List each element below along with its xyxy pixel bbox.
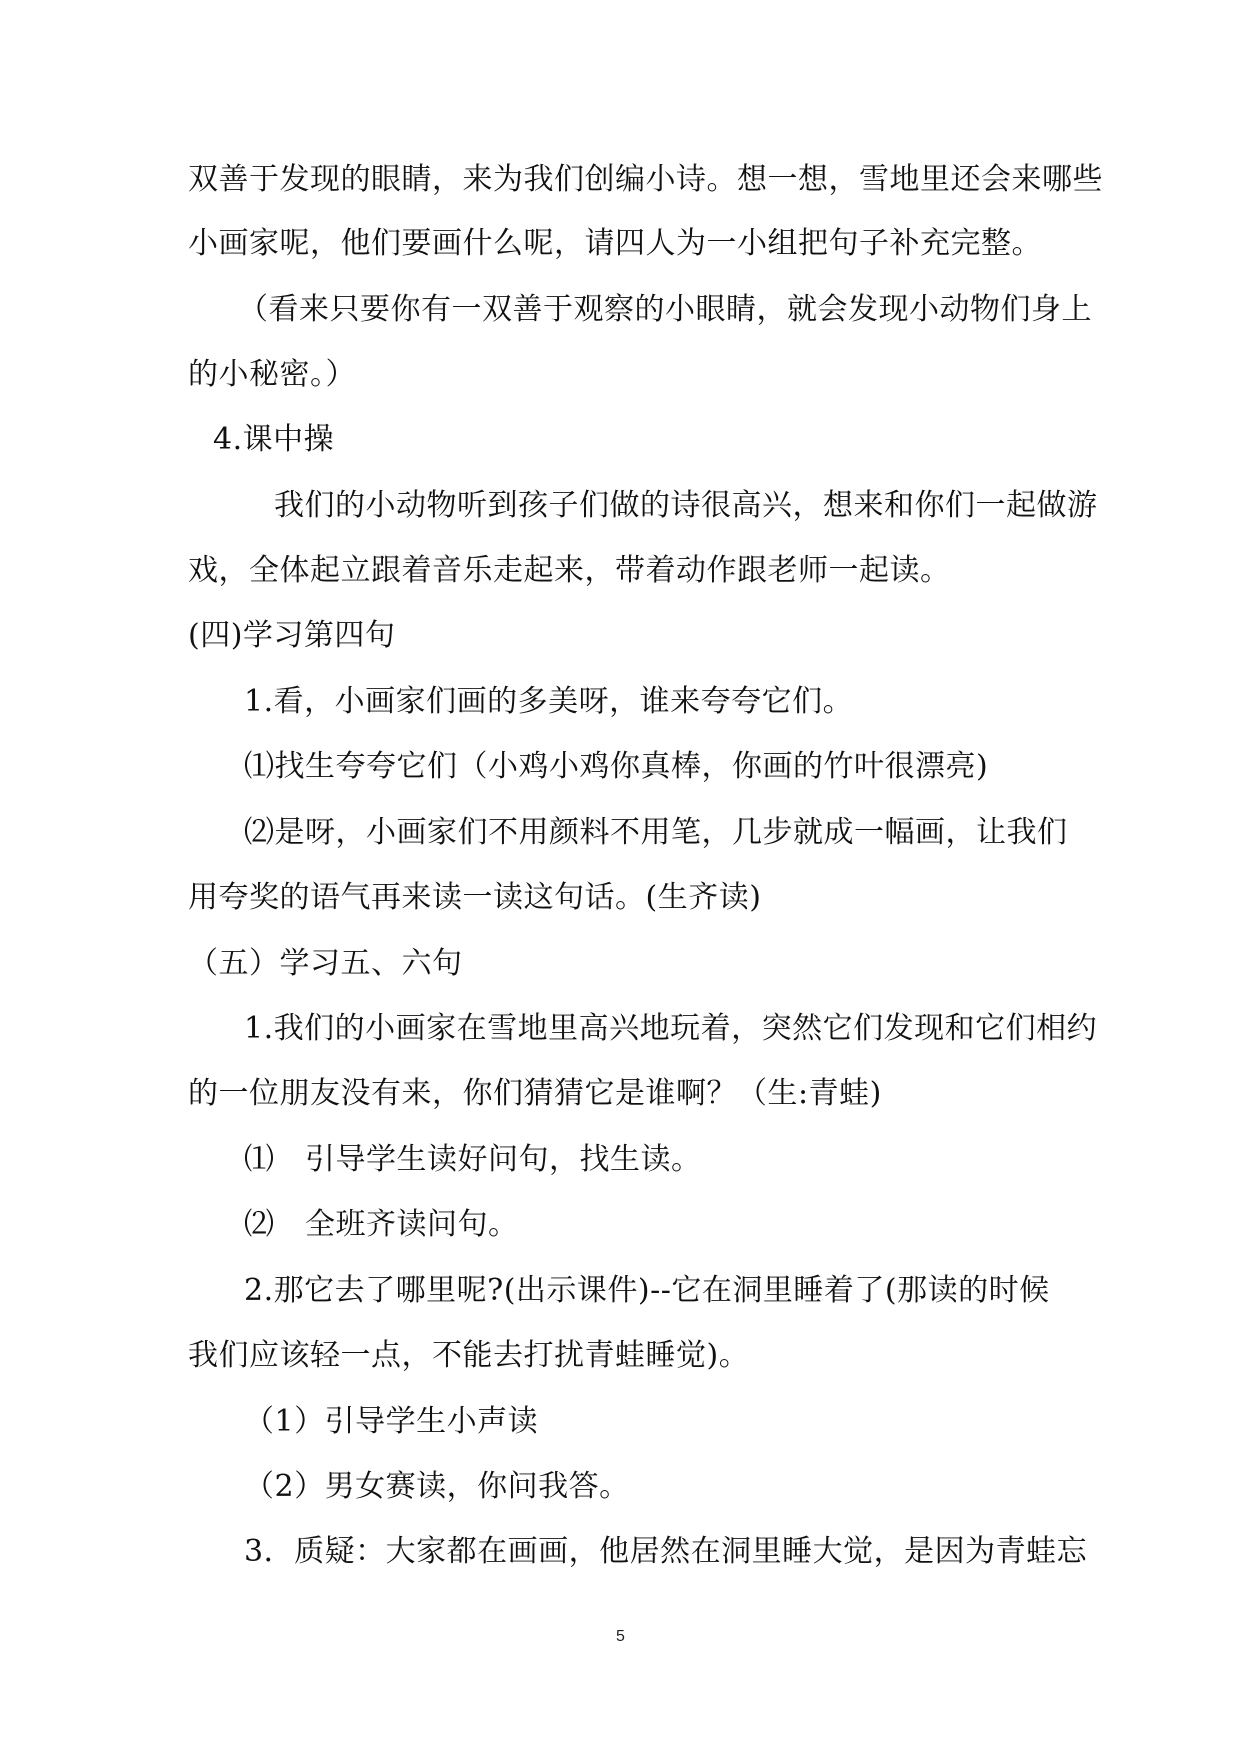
- list-item: （2）男女赛读，你问我答。: [244, 1469, 630, 1504]
- list-item: 2.那它去了哪里呢?(出示课件)--它在洞里睡着了(那读的时候: [244, 1273, 1050, 1308]
- paragraph-line: 的一位朋友没有来，你们猜猜它是谁啊？（生:青蛙): [188, 1076, 882, 1111]
- paragraph-line: 戏，全体起立跟着音乐走起来，带着动作跟老师一起读。: [188, 553, 951, 588]
- section-heading: （五）学习五、六句: [188, 946, 463, 981]
- list-item: ⑴找生夸夸它们（小鸡小鸡你真棒，你画的竹叶很漂亮): [244, 749, 989, 784]
- list-item: ⑵是呀，小画家们不用颜料不用笔，几步就成一幅画，让我们: [244, 815, 1068, 850]
- paragraph-line: 我们的小动物听到孩子们做的诗很高兴，想来和你们一起做游: [274, 488, 1098, 523]
- paragraph-line: 的小秘密。）: [188, 357, 356, 392]
- section-heading: 4.课中操: [213, 422, 335, 457]
- page-number: 5: [616, 1628, 625, 1645]
- list-item: ⑵ 全班齐读问句。: [244, 1207, 519, 1242]
- list-item: （1）引导学生小声读: [244, 1404, 539, 1439]
- list-item: 1.看，小画家们画的多美呀，谁来夸夸它们。: [244, 684, 854, 719]
- list-item: 3．质疑：大家都在画画，他居然在洞里睡大觉，是因为青蛙忘: [244, 1534, 1088, 1569]
- section-heading: (四)学习第四句: [188, 618, 396, 653]
- paragraph-line: 我们应该轻一点，不能去打扰青蛙睡觉)。: [188, 1338, 750, 1373]
- paragraph-line: 双善于发现的眼睛，来为我们创编小诗。想一想，雪地里还会来哪些: [188, 162, 1103, 197]
- list-item: ⑴ 引导学生读好问句，找生读。: [244, 1142, 702, 1177]
- paragraph-line: 用夸奖的语气再来读一读这句话。(生齐读): [188, 880, 762, 915]
- paragraph-line: 小画家呢，他们要画什么呢，请四人为一小组把句子补充完整。: [188, 226, 1042, 261]
- list-item: 1.我们的小画家在雪地里高兴地玩着，突然它们发现和它们相约: [244, 1011, 1098, 1046]
- paragraph-line: （看来只要你有一双善于观察的小眼睛，就会发现小动物们身上: [238, 292, 1092, 327]
